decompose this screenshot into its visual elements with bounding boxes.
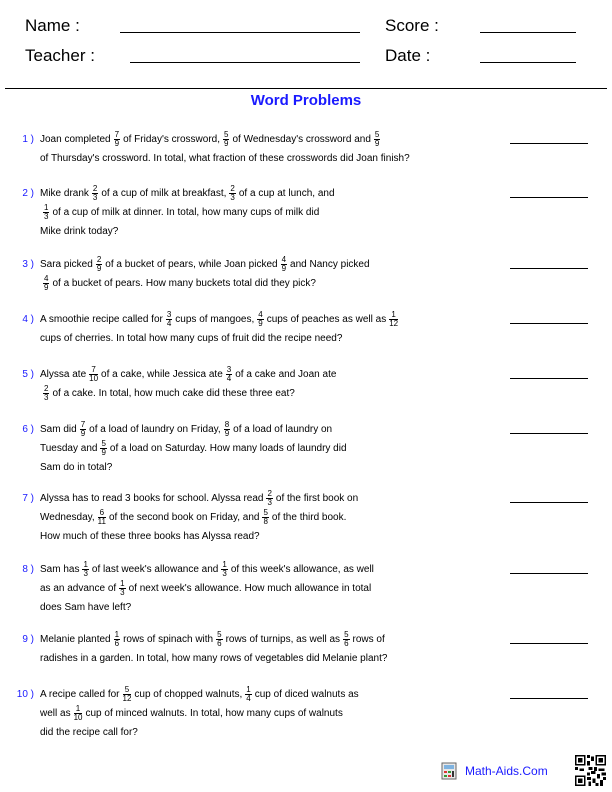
answer-blank[interactable] [510,268,588,269]
fraction [224,421,230,438]
fraction [223,131,229,148]
denominator: 9 [80,428,86,438]
problem-text: rows of [352,634,385,645]
fraction [226,366,232,383]
problem-text: well as [40,708,71,719]
answer-blank[interactable] [510,433,588,434]
problem-text-line [40,365,336,384]
problem-text-line [40,527,358,546]
numerator: 7 [89,366,98,375]
problem-text: of a bucket of pears. How many buckets total did they pick? [52,278,316,289]
numerator: 3 [226,364,232,374]
teacher-field[interactable] [130,62,360,63]
problem-text: How much of these three books has Alyssa read? [40,531,260,542]
denominator: 9 [224,428,230,438]
problem-text-line [40,723,359,742]
problem-text-line [40,184,335,203]
denominator: 6 [217,638,222,648]
problem-text: of a cake. In total, how much cake did these three eat? [52,388,295,399]
answer-blank[interactable] [510,378,588,379]
fraction [229,185,235,202]
fraction [96,256,102,273]
numerator: 1 [222,559,227,569]
problem-text: of the second book on Friday, and [108,512,260,523]
numerator: 7 [80,419,86,429]
denominator: 3 [267,497,272,507]
name-field[interactable] [120,32,360,33]
denominator: 12 [389,318,399,328]
problem-text-line [40,508,358,527]
problem-number: 5 ) [22,369,34,380]
fraction [80,421,86,438]
problem-text: Melanie planted [40,634,111,645]
problem-text-line [40,384,336,403]
problem-text: cups of peaches as well as [266,314,387,325]
denominator: 10 [73,712,83,722]
numerator: 5 [123,686,132,695]
qr-code-icon [575,755,606,786]
numerator: 1 [114,629,120,639]
problem-number: 7 ) [22,493,34,504]
problem-text: does Sam have left? [40,602,132,613]
header-divider [5,88,607,89]
fraction [221,561,227,578]
denominator: 9 [114,138,120,148]
answer-blank[interactable] [510,698,588,699]
numerator: 1 [389,311,398,320]
answer-blank[interactable] [510,323,588,324]
problem-text-line [40,489,358,508]
numerator: 2 [267,488,272,498]
problem-text: of this week's allowance, as well [230,564,374,575]
problem-text: of the first book on [275,493,359,504]
problem-number: 8 ) [22,564,34,575]
name-label: Name : [25,16,80,35]
denominator: 9 [101,447,106,457]
problem-text: Mike drank [40,188,89,199]
numerator: 5 [374,129,380,139]
problem-text: of next week's allowance. How much allowance in total [128,583,372,594]
fraction [166,311,172,328]
problem-text: Alyssa has to read 3 books for school. Alyssa read [40,493,264,504]
problem-text: of a cup of milk at dinner. In total, how many cups of milk did [52,207,320,218]
numerator: 3 [166,309,172,319]
denominator: 9 [374,138,380,148]
problem-text: cup of chopped walnuts, [134,689,243,700]
fraction [82,561,88,578]
problem-text: of a cup of milk at breakfast, [101,188,227,199]
problem-text: Sam did [40,424,77,435]
denominator: 3 [230,192,235,202]
denominator: 3 [92,192,98,202]
problem-text-line [40,685,359,704]
problem-text: Sam do in total? [40,462,113,473]
problem-text: A smoothie recipe called for [40,314,163,325]
problem-text: rows of turnips, as well as [225,634,341,645]
fraction [43,385,49,402]
numerator: 2 [92,183,98,193]
problem-text: Sam has [40,564,80,575]
numerator: 1 [246,684,251,694]
problem-text-line [40,222,335,241]
problem-text: of a cake, while Jessica ate [101,369,223,380]
problem-text: Tuesday and [40,443,98,454]
problem-text-line [40,649,387,668]
denominator: 9 [224,138,229,148]
problem-text: rows of spinach with [123,634,214,645]
problem-number: 6 ) [22,424,34,435]
denominator: 10 [89,373,99,383]
problem-text: cup of diced walnuts as [254,689,359,700]
fraction [119,580,125,597]
denominator: 9 [258,318,263,328]
problem-text: Sara picked [40,259,93,270]
fraction [92,185,98,202]
answer-blank[interactable] [510,502,588,503]
score-field[interactable] [480,32,576,33]
date-label: Date : [385,46,431,65]
problem-text-line [40,255,370,274]
numerator: 5 [217,629,222,639]
problem-number: 1 ) [22,134,34,145]
calculator-icon [440,762,458,780]
problem-text: Mike drink today? [40,226,119,237]
numerator: 4 [281,254,287,264]
fraction [98,509,106,526]
denominator: 3 [83,568,88,578]
problem-text: and Nancy picked [290,259,370,270]
fraction [281,256,287,273]
problem-text: of a cup at lunch, and [238,188,335,199]
problem-text-line [40,420,347,439]
fraction [216,631,222,648]
fraction [123,686,132,703]
problem-number: 9 ) [22,634,34,645]
problem-text-line [40,630,387,649]
fraction [114,131,120,148]
problem-text: of a load on Saturday. How many loads of laundry did [109,443,347,454]
denominator: 12 [122,693,132,703]
denominator: 11 [97,516,106,526]
problem-text: of last week's allowance and [91,564,219,575]
numerator: 4 [258,309,263,319]
answer-blank[interactable] [510,573,588,574]
problem-text: of Friday's crossword, [123,134,220,145]
fraction [74,705,83,722]
denominator: 4 [246,693,251,703]
denominator: 4 [226,373,232,383]
fraction [245,686,251,703]
numerator: 1 [83,559,88,569]
problem-text: of Thursday's crossword. In total, what fraction of these crosswords did Joan finish? [40,153,410,164]
denominator: 9 [96,263,102,273]
teacher-label: Teacher : [25,46,95,65]
fraction [257,311,263,328]
problem-text: of a load of laundry on Friday, [89,424,221,435]
fraction [262,509,268,526]
denominator: 3 [44,211,49,221]
denominator: 6 [344,638,349,648]
denominator: 3 [222,568,227,578]
numerator: 8 [224,419,230,429]
fraction [100,440,106,457]
problem-text-line [40,149,410,168]
numerator: 7 [114,129,120,139]
page-title: Word Problems [250,92,362,109]
problem-text: Joan completed [40,134,111,145]
problem-text-line [40,458,347,477]
fraction [374,131,380,148]
numerator: 2 [96,254,102,264]
problem-text: cups of mangoes, [175,314,255,325]
fraction [266,490,272,507]
problem-text: cup of minced walnuts. In total, how many cups of walnuts [85,708,343,719]
problem-text: radishes in a garden. In total, how many rows of vegetables did Melanie plant? [40,653,388,664]
numerator: 4 [44,273,49,283]
problem-text-line [40,439,347,458]
numerator: 5 [101,438,106,448]
problem-number: 10 ) [16,689,34,700]
denominator: 9 [44,282,49,292]
numerator: 5 [224,129,229,139]
answer-blank[interactable] [510,197,588,198]
denominator: 4 [166,318,172,328]
problem-text: did the recipe call for? [40,727,138,738]
problem-text: of a bucket of pears, while Joan picked [105,259,278,270]
problem-text-line [40,579,374,598]
fraction [114,631,120,648]
site-link[interactable]: Math-Aids.Com [465,764,548,778]
problem-text-line [40,329,401,348]
denominator: 3 [120,587,125,597]
problem-text: Wednesday, [40,512,95,523]
fraction [343,631,349,648]
denominator: 3 [44,392,49,402]
denominator: 8 [263,516,268,526]
problem-text-line [40,560,374,579]
numerator: 1 [44,202,49,212]
problem-text-line [40,598,374,617]
problem-text-line [40,203,335,222]
fraction [89,366,98,383]
numerator: 6 [99,507,105,517]
denominator: 9 [281,263,287,273]
answer-blank[interactable] [510,643,588,644]
numerator: 5 [263,507,268,517]
numerator: 2 [44,383,49,393]
score-label: Score : [385,16,439,35]
problem-number: 3 ) [22,259,34,270]
problem-text: of a cake and Joan ate [235,369,337,380]
problem-text-line [40,704,359,723]
problem-text-line [40,310,401,329]
problem-text: as an advance of [40,583,117,594]
denominator: 6 [114,638,120,648]
problem-text: of the third book. [271,512,347,523]
fraction [43,204,49,221]
date-field[interactable] [480,62,576,63]
numerator: 2 [230,183,235,193]
numerator: 1 [120,578,125,588]
problem-number: 2 ) [22,188,34,199]
problem-number: 4 ) [22,314,34,325]
fraction [43,275,49,292]
numerator: 5 [344,629,349,639]
problem-text: Alyssa ate [40,369,87,380]
problem-text: A recipe called for [40,689,120,700]
problem-text: cups of cherries. In total how many cups of fruit did the recipe need? [40,333,343,344]
fraction [389,311,398,328]
problem-text-line [40,130,410,149]
numerator: 1 [74,705,83,714]
answer-blank[interactable] [510,143,588,144]
problem-text: of a load of laundry on [233,424,333,435]
problem-text-line [40,274,370,293]
problem-text: of Wednesday's crossword and [232,134,371,145]
